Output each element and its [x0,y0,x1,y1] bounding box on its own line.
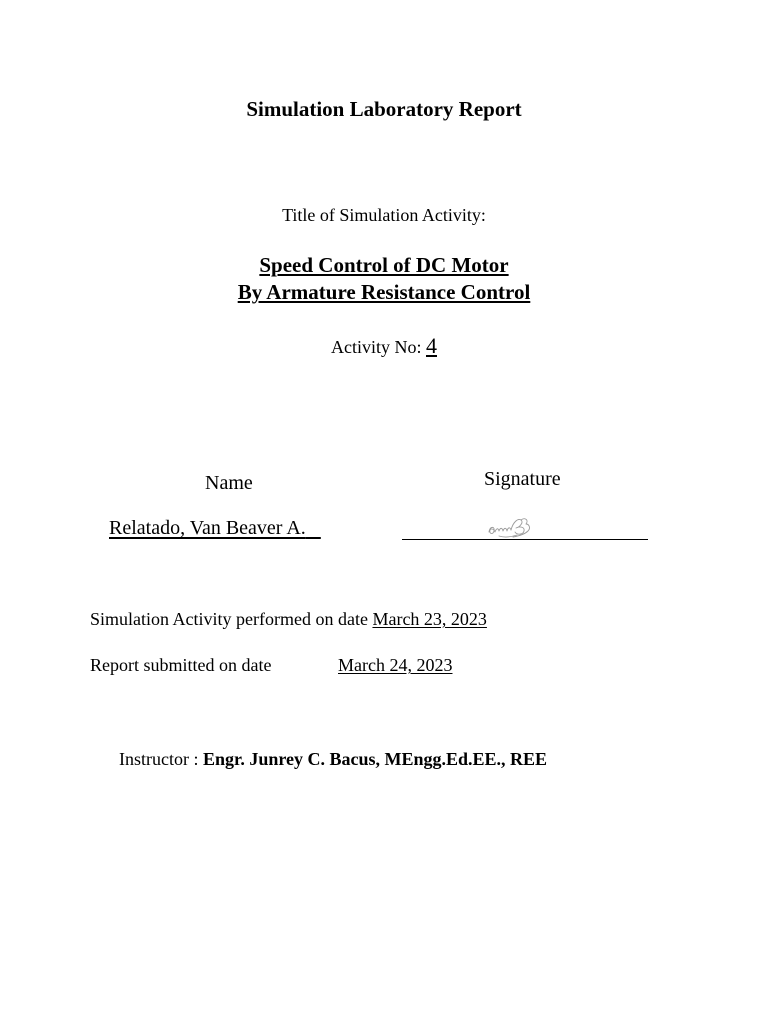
signature-heading: Signature [484,468,561,490]
performed-date-value: March 23, 2023 [372,609,487,629]
instructor-label: Instructor : [119,749,199,769]
signature-image [485,512,533,542]
instructor-row [119,749,547,770]
submitted-date-value: March 24, 2023 [338,655,453,675]
submitted-date-label: Report submitted on date [90,655,272,675]
activity-number [0,333,768,359]
instructor-name: Engr. Junrey C. Bacus, MEngg.Ed.EE., REE [202,749,548,769]
performed-date-label: Simulation Activity performed on date [90,609,368,629]
student-name-text: Relatado, Van Beaver A. [109,517,306,539]
student-name [109,517,321,540]
report-title: Simulation Laboratory Report [246,97,522,121]
performed-date-row [90,609,487,630]
activity-number-value: 4 [426,333,437,358]
activity-title-line-1: Speed Control of DC Motor [259,253,509,277]
activity-title-label: Title of Simulation Activity: [282,205,486,225]
activity-title [0,252,768,306]
activity-title-line-2: By Armature Resistance Control [237,280,531,304]
name-heading: Name [205,472,253,494]
activity-number-label: Activity No: [331,337,422,357]
